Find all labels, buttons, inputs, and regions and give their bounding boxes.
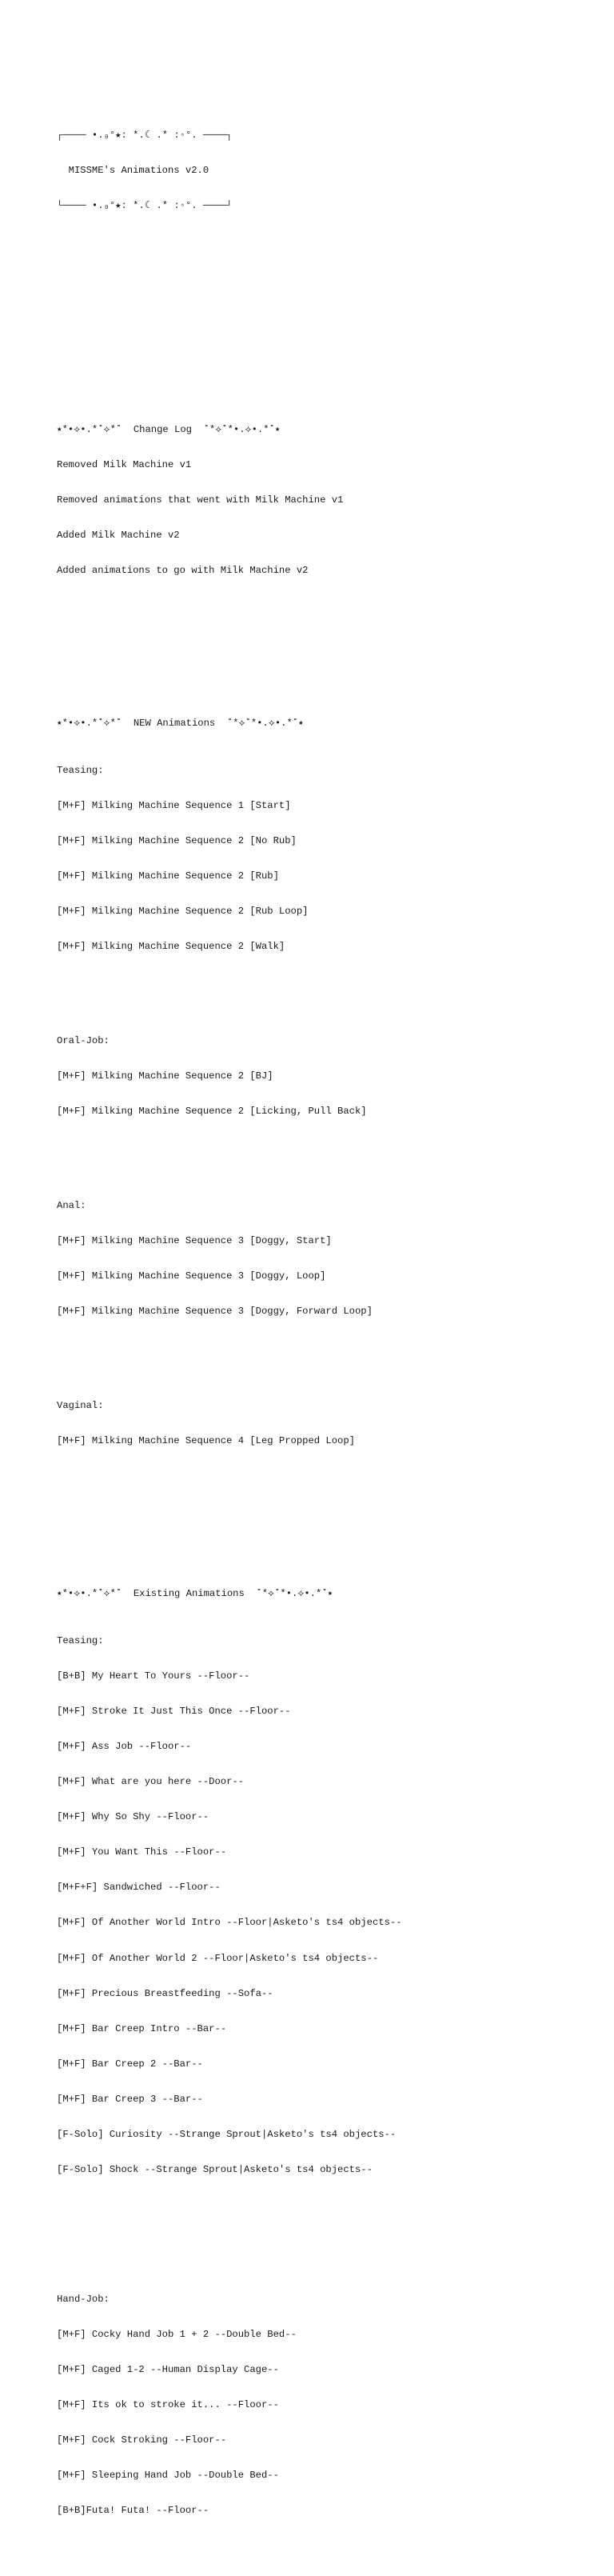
animation-item: [M+F] Stroke It Just This Once --Floor-- xyxy=(57,1705,291,1717)
spacer xyxy=(57,342,600,354)
animation-item: [M+F] Precious Breastfeeding --Sofa-- xyxy=(57,1987,273,1999)
animation-item: [M+F] Milking Machine Sequence 2 [Rub Loop] xyxy=(57,906,309,918)
animation-item: [B+B] My Heart To Yours --Floor-- xyxy=(57,1670,250,1682)
animation-item: [M+F] Its ok to stroke it... --Floor-- xyxy=(57,2399,279,2411)
animation-item: [M+F] Caged 1-2 --Human Display Cage-- xyxy=(57,2363,279,2375)
animation-item: [M+F] Milking Machine Sequence 3 [Doggy, Start] xyxy=(57,1234,332,1246)
animation-item: [M+F] Cocky Hand Job 1 + 2 --Double Bed-- xyxy=(57,2328,297,2340)
category-label: Teasing: xyxy=(57,1634,104,1646)
spacer xyxy=(57,271,600,283)
category-label: Anal: xyxy=(57,1199,86,1211)
changelog-item: Added animations to go with Milk Machine v2 xyxy=(57,565,309,577)
animation-item: [F-Solo] Shock --Strange Sprout|Asketo's ts4 objects-- xyxy=(57,2164,373,2176)
animation-item: [M+F] Bar Creep 2 --Bar-- xyxy=(57,2058,203,2070)
changelog-header: ⭑*•⟡•.*˚⟡*˚ Change Log ˚*⟡˚*•.⟡•.*˚⭑ xyxy=(57,423,281,435)
animation-item: [M+F] You Want This --Floor-- xyxy=(57,1846,227,1858)
spacer xyxy=(57,2246,600,2258)
title-banner xyxy=(57,106,600,236)
animation-item: [F-Solo] Curiosity --Strange Sprout|Asketo's ts4 objects-- xyxy=(57,2129,397,2141)
changelog-section xyxy=(57,400,600,600)
existing-animations-header: ⭑*•⟡•.*˚⟡*˚ Existing Animations ˚*⟡˚*•.⟡•.*˚⭑ xyxy=(57,1587,333,1599)
animation-item: [M+F] Sleeping Hand Job --Double Bed-- xyxy=(57,2470,279,2482)
animation-item: [M+F] Ass Job --Floor-- xyxy=(57,1740,192,1752)
spacer xyxy=(57,1353,600,1365)
animation-item: [M+F] Milking Machine Sequence 2 [Rub] xyxy=(57,870,279,882)
document-body xyxy=(57,59,600,2576)
banner-top-border: ┌──── •.₀°★: *.☾ .* :◦°. ────┐ xyxy=(57,130,233,142)
changelog-item: Removed Milk Machine v1 xyxy=(57,458,192,470)
animation-item: [M+F] Milking Machine Sequence 2 [Walk] xyxy=(57,941,285,953)
new-animations-header: ⭑*•⟡•.*˚⟡*˚ NEW Animations ˚*⟡˚*•.⟡•.*˚⭑ xyxy=(57,718,304,730)
spacer xyxy=(57,2211,600,2223)
category-label: Teasing: xyxy=(57,764,104,776)
animation-item: [M+F] Milking Machine Sequence 2 [No Rub] xyxy=(57,835,297,847)
animation-item: [M+F] Bar Creep 3 --Bar-- xyxy=(57,2093,203,2105)
spacer xyxy=(57,988,600,1000)
new-animations-section xyxy=(57,694,600,1470)
animation-item: [M+F] Cock Stroking --Floor-- xyxy=(57,2434,227,2446)
animation-item: [M+F] Milking Machine Sequence 4 [Leg Propped Loop] xyxy=(57,1434,355,1446)
animation-item: [M+F] Milking Machine Sequence 3 [Doggy, Loop] xyxy=(57,1270,326,1282)
animation-item: [B+B]Futa! Futa! --Floor-- xyxy=(57,2505,209,2517)
category-label: Vaginal: xyxy=(57,1399,104,1411)
animation-item: [M+F] Why So Shy --Floor-- xyxy=(57,1811,209,1823)
animation-item: [M+F] Of Another World Intro --Floor|Asketo's ts4 objects-- xyxy=(57,1917,402,1929)
animation-item: [M+F] What are you here --Door-- xyxy=(57,1776,245,1788)
changelog-item: Removed animations that went with Milk Machine v1 xyxy=(57,494,344,506)
animation-item: [M+F] Milking Machine Sequence 1 [Start] xyxy=(57,800,291,812)
animation-item: [M+F] Of Another World 2 --Floor|Asketo's ts4 objects-- xyxy=(57,1952,379,1964)
animation-item: [M+F] Milking Machine Sequence 2 [BJ] xyxy=(57,1070,273,1082)
animation-item: [M+F+F] Sandwiched --Floor-- xyxy=(57,1882,221,1894)
spacer xyxy=(57,306,600,318)
spacer xyxy=(57,635,600,647)
banner-bottom-border: └──── •.₀°★: *.☾ .* :◦°. ────┘ xyxy=(57,200,233,212)
spacer xyxy=(57,1153,600,1165)
category-label: Hand-Job: xyxy=(57,2293,110,2305)
spacer xyxy=(57,1506,600,1518)
category-label: Oral-Job: xyxy=(57,1035,110,1047)
changelog-item: Added Milk Machine v2 xyxy=(57,529,180,541)
document-title: MISSME's Animations v2.0 xyxy=(57,165,209,177)
animation-item: [M+F] Milking Machine Sequence 2 [Licking, Pull Back] xyxy=(57,1106,367,1118)
animation-item: [M+F] Bar Creep Intro --Bar-- xyxy=(57,2022,227,2034)
existing-animations-section xyxy=(57,1565,600,2541)
animation-item: [M+F] Milking Machine Sequence 3 [Doggy, Forward Loop] xyxy=(57,1306,373,1318)
